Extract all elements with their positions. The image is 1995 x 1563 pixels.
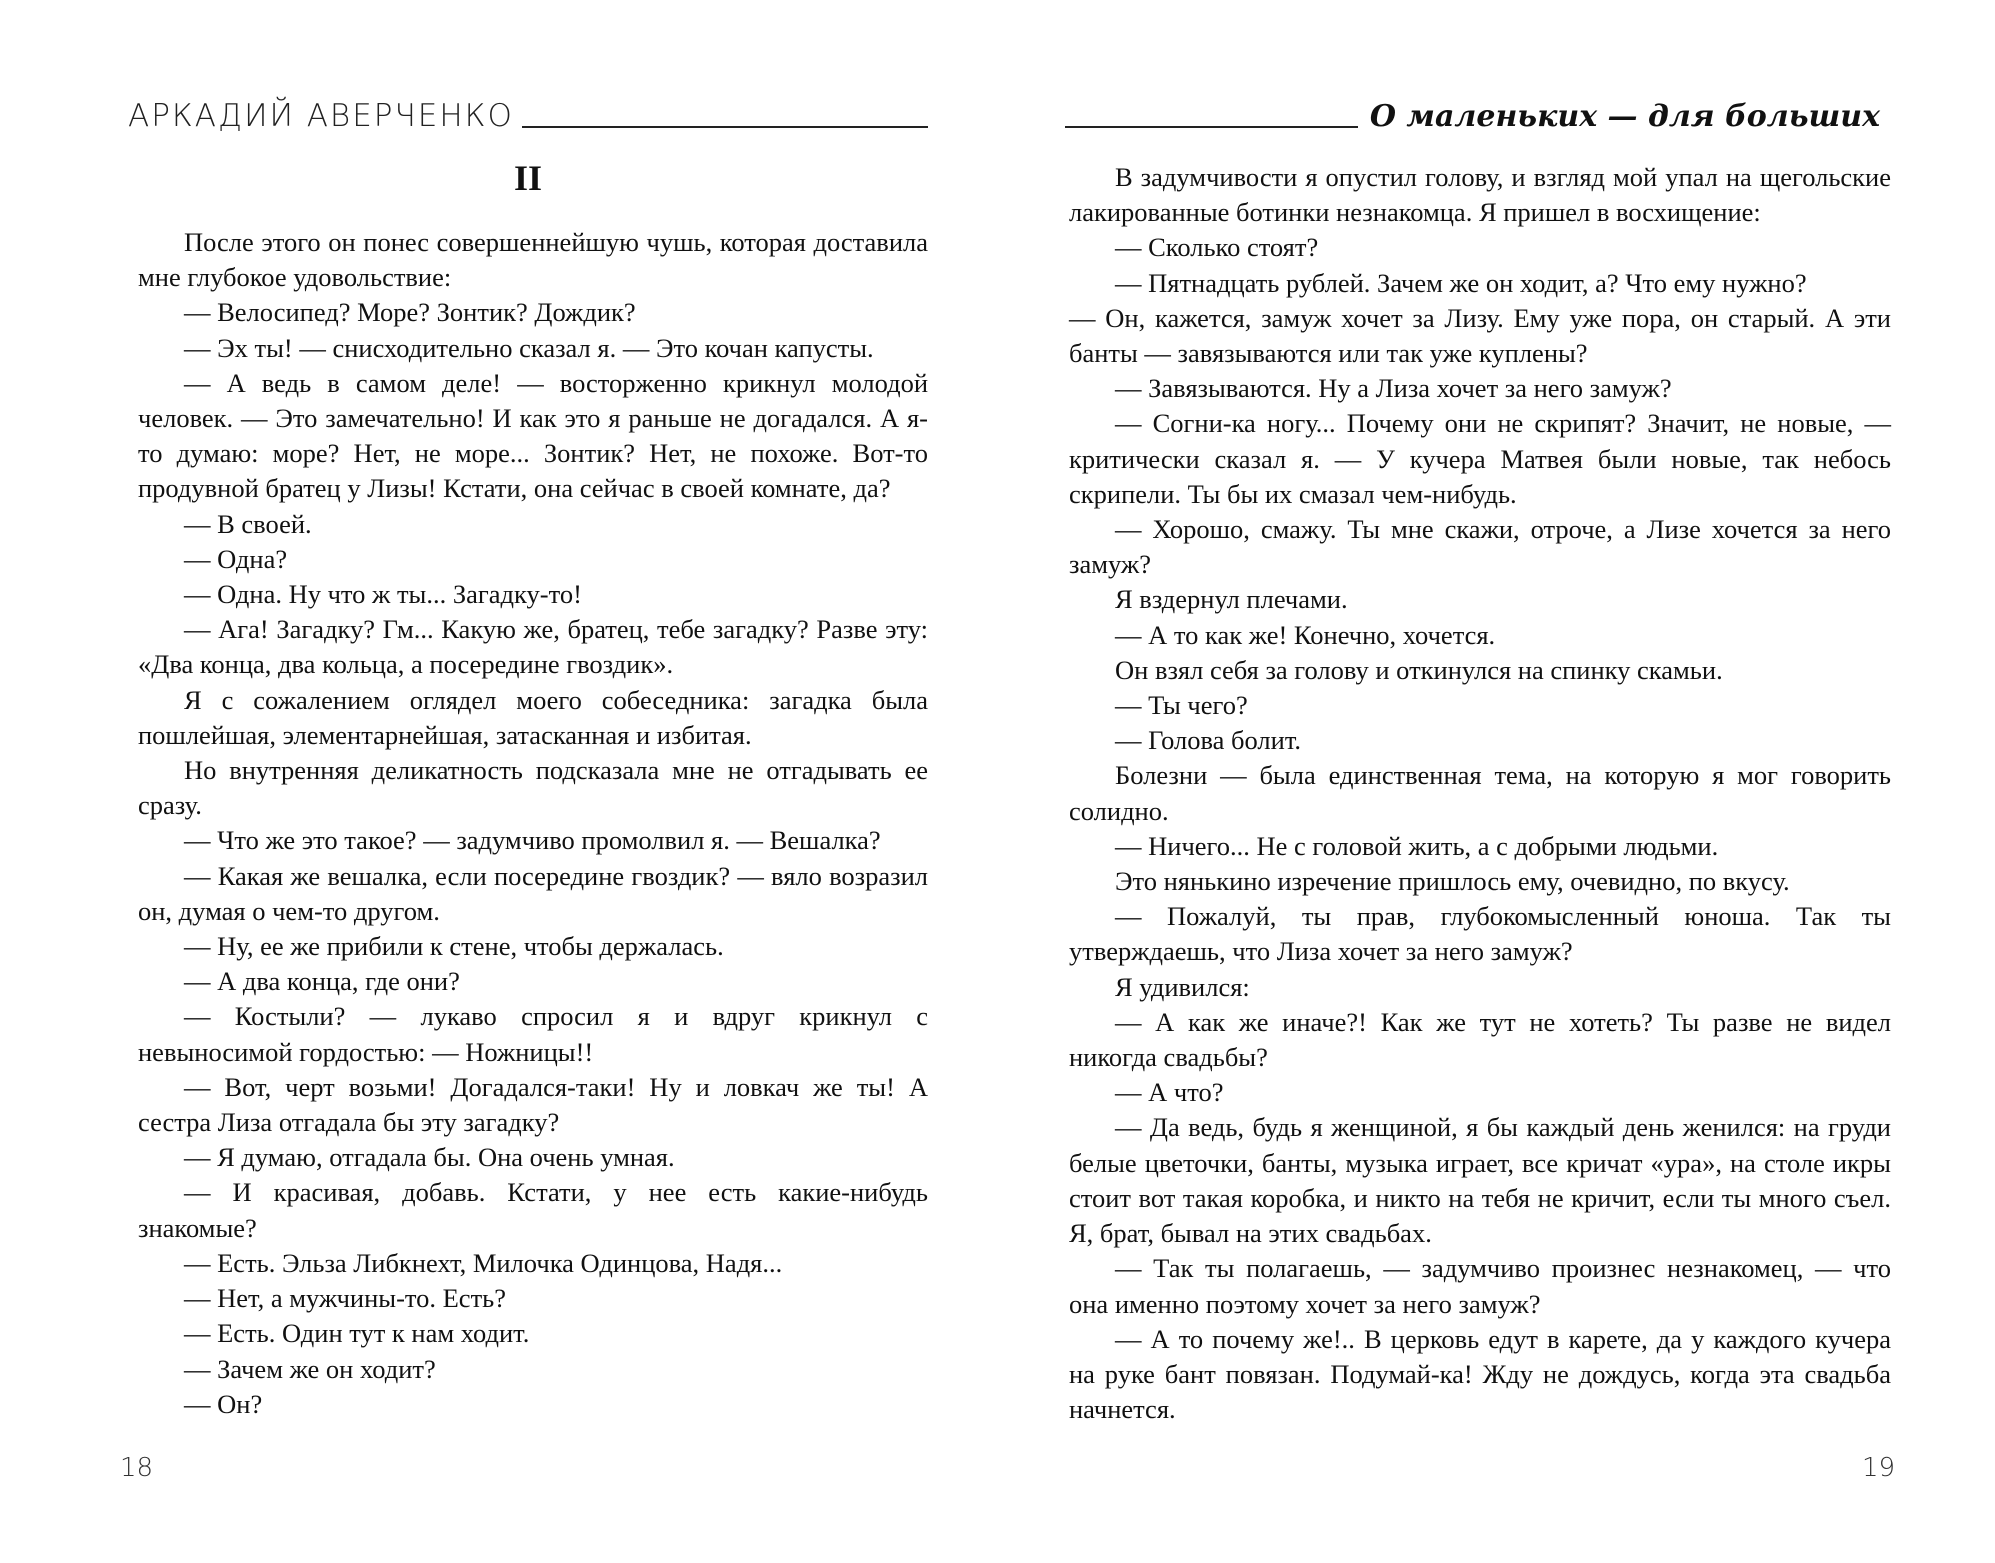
paragraph: — Ну, ее же прибили к стене, чтобы держалась. xyxy=(184,931,724,962)
header-rule xyxy=(522,126,928,128)
paragraph: — А то как же! Конечно, хочется. xyxy=(1115,619,1496,650)
chapter-number: II xyxy=(513,158,543,198)
paragraph: Но внутренняя деликатность подсказала мне не отгадывать ее сразу. xyxy=(138,755,928,821)
paragraph: — Ты чего? xyxy=(1115,690,1248,721)
paragraph: — Ага! Загадку? Гм... Какую же, братец, тебе загадку? Разве эту: «Два конца, два кольца, а посередине гвоздик». xyxy=(138,614,928,680)
paragraph: — А два конца, где они? xyxy=(184,966,460,997)
paragraph: — Есть. Эльза Либкнехт, Милочка Одинцова, Надя... xyxy=(184,1247,783,1278)
right-page xyxy=(997,0,1995,1563)
paragraph: — А что? xyxy=(1115,1077,1224,1108)
paragraph: — Какая же вешалка, если посередине гвоздик? — вяло возразил он, думая о чем-то другом. xyxy=(138,860,928,926)
paragraph: — Зачем же он ходит? xyxy=(184,1353,436,1384)
paragraph: — А как же иначе?! Как же тут не хотеть? Ты разве не видел никогда свадьбы? xyxy=(1069,1006,1891,1073)
right-running-head xyxy=(1065,92,1880,132)
paragraph: — Он? xyxy=(184,1388,263,1419)
paragraph: — Одна? xyxy=(184,543,288,574)
paragraph: — Сколько стоят? xyxy=(1115,232,1319,263)
paragraph: В задумчивости я опустил голову, и взгляд мой упал на щегольские лакированные ботинки незнакомца. Я пришел в восхищение: xyxy=(1069,162,1891,228)
paragraph: Я удивился: xyxy=(1115,971,1250,1002)
paragraph: — Велосипед? Море? Зонтик? Дождик? xyxy=(184,297,636,328)
paragraph: — Он, кажется, замуж хочет за Лизу. Ему уже пора, он старый. А эти банты — завязываются или так уже куплены? xyxy=(1069,302,1891,369)
paragraph: Болезни — была единственная тема, на которую я мог говорить солидно. xyxy=(1069,760,1891,826)
paragraph: — А то почему же!.. В церковь едут в карете, да у каждого кучера на руке бант повязан. Подумай-ка! Жду не дождусь, когда эта свадьба начнется. xyxy=(1069,1323,1891,1425)
paragraph: — Одна. Ну что ж ты... Загадку-то! xyxy=(184,579,582,610)
paragraph: Он взял себя за голову и откинулся на спинку скамьи. xyxy=(1115,654,1723,685)
paragraph: — Я думаю, отгадала бы. Она очень умная. xyxy=(184,1142,675,1173)
paragraph: — Костыли? — лукаво спросил я и вдруг крикнул с невыносимой гордостью: — Ножницы!! xyxy=(138,1001,928,1067)
paragraph: — Нет, а мужчины-то. Есть? xyxy=(184,1283,506,1314)
page-number-left: 18 xyxy=(120,1453,154,1483)
paragraph: — И красивая, добавь. Кстати, у нее есть какие-нибудь знакомые? xyxy=(138,1177,928,1243)
paragraph: Я вздернул плечами. xyxy=(1115,584,1348,615)
paragraph: — Эх ты! — снисходительно сказал я. — Это кочан капусты. xyxy=(184,332,874,363)
page-number-right: 19 xyxy=(1862,1453,1896,1483)
header-rule xyxy=(1065,126,1358,128)
paragraph: — Да ведь, будь я женщиной, я бы каждый день женился: на груди белые цветочки, банты, музыка играет, все кричат «ура», на столе икры стоит вот такая коробка, и никто на тебя не кричит, если ты много съел. Я, брат, бывал на этих свадьбах. xyxy=(1069,1112,1891,1249)
author-name: АРКАДИЙ АВЕРЧЕНКО xyxy=(128,98,514,134)
right-body-text xyxy=(1069,160,1891,1427)
paragraph: — Так ты полагаешь, — задумчиво произнес незнакомец, — что она именно поэтому хочет за него замуж? xyxy=(1069,1253,1891,1319)
paragraph: — Ничего... Не с головой жить, а с добрыми людьми. xyxy=(1115,830,1719,861)
paragraph: — А ведь в самом деле! — восторженно крикнул молодой человек. — Это замечательно! И как это я раньше не догадался. А я-то думаю: море? Нет, не море... Зонтик? Нет, не похоже. Вот-то продувной братец у Лизы! Кстати, она сейчас в своей комнате, да? xyxy=(138,367,928,504)
paragraph: После этого он понес совершеннейшую чушь, которая доставила мне глубокое удовольствие: xyxy=(138,227,928,293)
paragraph: — Хорошо, смажу. Ты мне скажи, отроче, а Лизе хочется за него замуж? xyxy=(1069,514,1891,580)
left-running-head xyxy=(128,92,928,132)
paragraph: — Голова болит. xyxy=(1115,725,1302,756)
paragraph: — Согни-ка ногу... Почему они не скрипят? Значит, не новые, — критически сказал я. — У кучера Матвея были новые, так небось скрипели. Ты бы их смазал чем-нибудь. xyxy=(1069,408,1891,509)
paragraph: — В своей. xyxy=(184,508,312,539)
paragraph: — Завязываются. Ну а Лиза хочет за него замуж? xyxy=(1115,373,1672,404)
paragraph: — Есть. Один тут к нам ходит. xyxy=(184,1318,530,1349)
book-title: О маленьких — для больших xyxy=(1369,99,1880,134)
paragraph: Это нянькино изречение пришлось ему, очевидно, по вкусу. xyxy=(1115,866,1790,897)
paragraph: Я с сожалением оглядел моего собеседника: загадка была пошлейшая, элементарнейшая, затасканная и избитая. xyxy=(138,684,928,750)
left-page xyxy=(0,0,997,1563)
left-body-text xyxy=(138,225,928,1422)
paragraph: — Вот, черт возьми! Догадался-таки! Ну и ловкач же ты! А сестра Лиза отгадала бы эту загадку? xyxy=(138,1071,928,1138)
paragraph: — Что же это такое? — задумчиво промолвил я. — Вешалка? xyxy=(184,825,881,856)
paragraph: — Пожалуй, ты прав, глубокомысленный юноша. Так ты утверждаешь, что Лиза хочет за него замуж? xyxy=(1069,901,1891,967)
paragraph: — Пятнадцать рублей. Зачем же он ходит, а? Что ему нужно? xyxy=(1115,267,1807,298)
